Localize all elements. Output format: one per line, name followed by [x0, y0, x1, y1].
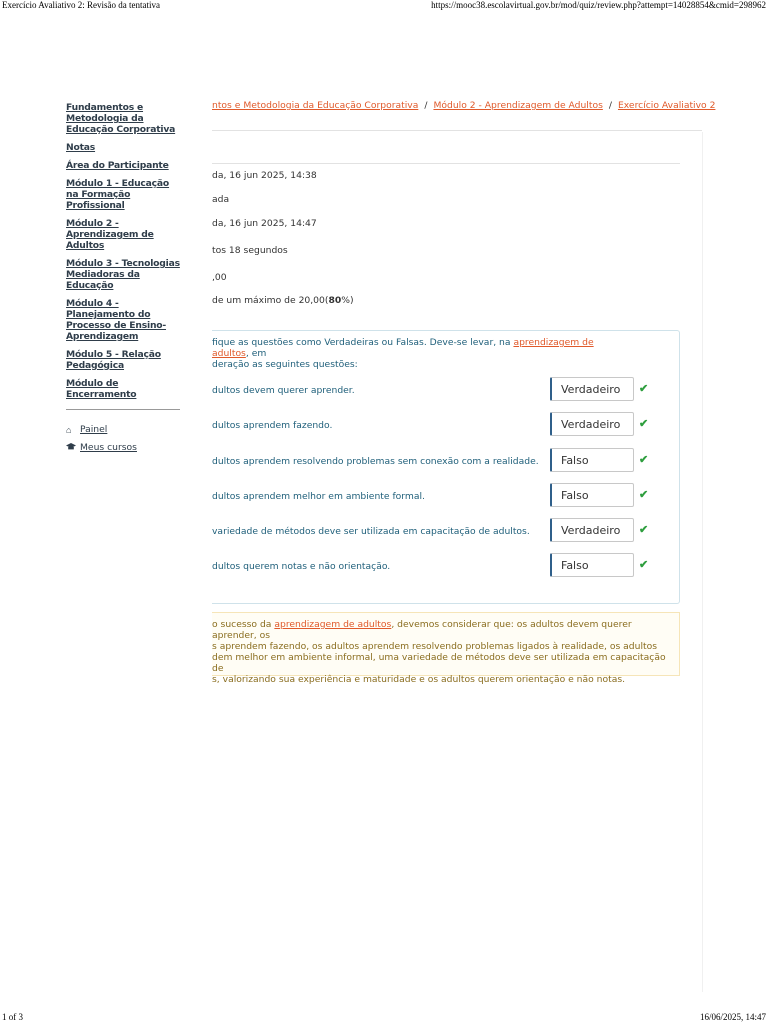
statement-text: dultos aprendem melhor em ambiente formal.: [212, 491, 425, 502]
statement-text: dultos querem notas e não orientação.: [212, 561, 391, 572]
feedback-text: [212, 619, 670, 685]
answer-select[interactable]: Falso: [550, 553, 634, 577]
feedback-line1-after: , devemos considerar que: os adultos devem querer aprender, os: [212, 619, 632, 641]
breadcrumb-module[interactable]: Módulo 2 - Aprendizagem de Adultos: [433, 100, 603, 111]
feedback-link[interactable]: aprendizagem de adultos: [274, 619, 392, 630]
question-box: [212, 330, 680, 604]
sidebar-item-notas[interactable]: Notas: [66, 142, 96, 153]
grade-suffix: %): [341, 295, 354, 306]
check-icon: ✔: [639, 524, 649, 536]
nav-painel[interactable]: [66, 424, 182, 435]
summary-time-taken: tos 18 segundos: [212, 245, 288, 256]
breadcrumb-course[interactable]: ntos e Metodologia da Educação Corporativa: [212, 100, 419, 111]
check-icon: ✔: [639, 559, 649, 571]
sidebar-divider: [66, 409, 180, 410]
sidebar-item-modulo-3[interactable]: Módulo 3 - Tecnologias Mediadoras da Educação: [66, 258, 180, 291]
answer-select[interactable]: Verdadeiro: [550, 518, 634, 542]
question-link[interactable]: aprendizagem de adultos: [212, 337, 594, 359]
breadcrumb-separator: /: [608, 100, 612, 111]
answer-select[interactable]: Verdadeiro: [550, 412, 634, 436]
statement-row: [212, 518, 679, 544]
grade-percent: 80: [328, 295, 342, 306]
sidebar-item-area-participante[interactable]: Área do Participante: [66, 160, 169, 171]
statement-row: [212, 448, 679, 474]
sidebar-item-modulo-2[interactable]: Módulo 2 - Aprendizagem de Adultos: [66, 218, 154, 251]
feedback-line3: dem melhor em ambiente informal, uma variedade de métodos deve ser utilizada em capacitação de: [212, 652, 666, 674]
question-text-before: fique as questões como Verdadeiras ou Falsas. Deve-se levar, na: [212, 337, 514, 348]
print-footer: [0, 1012, 768, 1024]
statement-row: [212, 412, 679, 438]
breadcrumb-separator: /: [424, 100, 428, 111]
print-datetime: 16/06/2025, 14:47: [699, 1012, 766, 1022]
print-header: [0, 0, 768, 12]
graduation-cap-icon: [66, 443, 80, 453]
main-content: [212, 100, 716, 164]
check-icon: ✔: [639, 418, 649, 430]
print-url: https://mooc38.escolavirtual.gov.br/mod/quiz/review.php?attempt=14028854&cmid=298962: [431, 0, 766, 10]
summary-marks: ,00: [212, 272, 227, 283]
statement-text: dultos devem querer aprender.: [212, 385, 355, 396]
print-title: Exercício Avaliativo 2: Revisão da tentativa: [2, 0, 161, 10]
feedback-line2: s aprendem fazendo, os adultos aprendem resolvendo problemas ligados à realidade, os adultos: [212, 641, 658, 652]
question-text-after: , em: [245, 348, 267, 359]
summary-grade: [212, 295, 354, 306]
answer-select[interactable]: Falso: [550, 448, 634, 472]
breadcrumb: [212, 100, 716, 114]
statement-text: variedade de métodos deve ser utilizada em capacitação de adultos.: [212, 526, 530, 537]
check-icon: ✔: [639, 489, 649, 501]
sidebar-item-encerramento[interactable]: Módulo de Encerramento: [66, 378, 137, 400]
statement-row: [212, 553, 679, 579]
check-icon: ✔: [639, 383, 649, 395]
answer-select[interactable]: Falso: [550, 483, 634, 507]
home-icon: ⌂: [66, 424, 72, 435]
feedback-line4: s, valorizando sua experiência e maturidade e os adultos querem orientação e não notas.: [212, 674, 626, 685]
question-text: [212, 337, 627, 370]
summary-started: da, 16 jun 2025, 14:38: [212, 170, 317, 181]
nav-meus-cursos-label: Meus cursos: [80, 442, 137, 453]
statement-row: [212, 483, 679, 509]
general-feedback-box: [212, 612, 680, 685]
summary-divider: [212, 163, 680, 164]
sidebar-item-course[interactable]: Fundamentos e Metodologia da Educação Corporativa: [66, 102, 176, 135]
feedback-line1-before: o sucesso da: [212, 619, 275, 630]
summary-completed: da, 16 jun 2025, 14:47: [212, 218, 317, 229]
answer-select[interactable]: Verdadeiro: [550, 377, 634, 401]
grade-prefix: de um máximo de 20,00(: [212, 295, 329, 306]
check-icon: ✔: [639, 454, 649, 466]
statement-text: dultos aprendem resolvendo problemas sem conexão com a realidade.: [212, 456, 539, 467]
summary-state: ada: [212, 194, 230, 205]
sidebar-item-modulo-5[interactable]: Módulo 5 - Relação Pedagógica: [66, 349, 161, 371]
sidebar-item-modulo-4[interactable]: Módulo 4 - Planejamento do Processo de Ensino-Aprendizagem: [66, 298, 167, 342]
course-sidebar: [66, 102, 182, 460]
content-edge: [702, 132, 703, 992]
question-text-line2: deração as seguintes questões:: [212, 359, 358, 370]
breadcrumb-quiz[interactable]: Exercício Avaliativo 2: [617, 100, 716, 111]
statement-row: [212, 377, 679, 403]
breadcrumb-divider: [212, 130, 702, 131]
statement-text: dultos aprendem fazendo.: [212, 420, 333, 431]
print-page-number: 1 of 3: [2, 1012, 23, 1022]
nav-meus-cursos[interactable]: [66, 442, 182, 453]
nav-painel-label: Painel: [80, 424, 108, 435]
sidebar-item-modulo-1[interactable]: Módulo 1 - Educação na Formação Profissional: [66, 178, 170, 211]
